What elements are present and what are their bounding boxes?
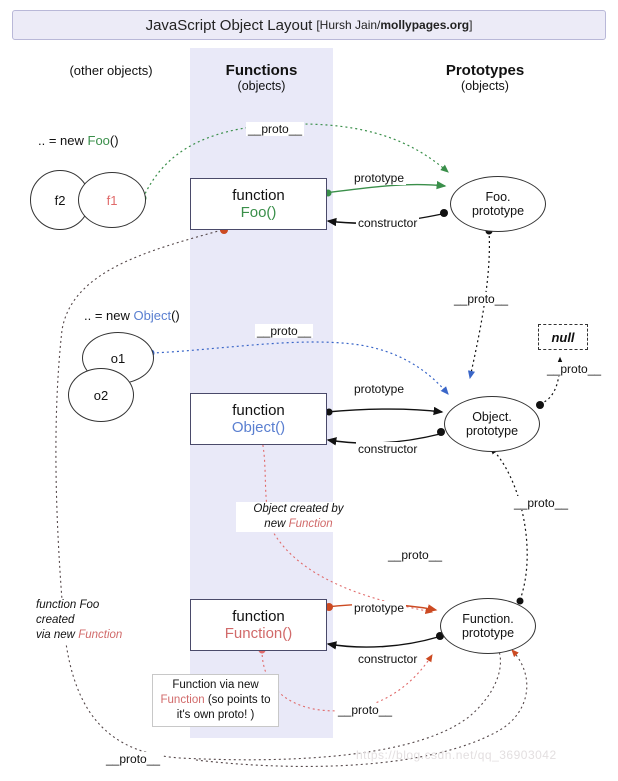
note-function-via-new: Function via new Function (so points to it's own proto! ): [152, 674, 279, 727]
edge-label-proto-null: __proto__: [547, 362, 602, 376]
edge-label-proto-fnproto-left: __proto__: [388, 548, 443, 562]
edge-label-proto-top: __proto__: [248, 122, 303, 136]
edge-label-prototype-foo: prototype: [354, 171, 405, 185]
column-heading-functions: Functions (objects): [225, 62, 298, 93]
function-box-object: function Object(): [190, 393, 327, 445]
column-heading-other-objects: (other objects): [69, 63, 153, 78]
new-foo-label: .. = new Foo(): [38, 133, 119, 148]
note-object-created: Object created by new Function: [236, 502, 361, 532]
function-box-function: function Function(): [190, 599, 327, 651]
object-node-f1: f1: [78, 172, 146, 228]
edge-label-proto-objproto-down: __proto__: [514, 496, 569, 510]
page-title-credit: [Hursh Jain/mollypages.org]: [316, 18, 473, 32]
function-box-foo: function Foo(): [190, 178, 327, 230]
edge-label-proto-bottom-left: __proto__: [106, 752, 161, 766]
edge-label-constructor-object: constructor: [358, 442, 418, 456]
note-foo-created: function Foo created via new Function: [36, 598, 146, 643]
column-heading-prototypes: Prototypes (objects): [445, 62, 525, 93]
watermark: https://blog.csdn.net/qq_36903042: [356, 748, 557, 762]
edge-label-proto-foo-to-object: __proto__: [454, 292, 509, 306]
new-object-label: .. = new Object(): [84, 308, 180, 323]
object-node-o1: o1: [82, 332, 154, 384]
object-node-o2: o2: [68, 368, 134, 422]
edge-label-proto-o1: __proto__: [257, 324, 312, 338]
object-node-f2: f2: [30, 170, 90, 230]
edge-label-constructor-foo: constructor: [358, 216, 418, 230]
prototype-node-function: Function. prototype: [440, 598, 536, 654]
null-node: null: [538, 324, 588, 350]
prototype-node-object: Object. prototype: [444, 396, 540, 452]
page-title-text: JavaScript Object Layout: [145, 16, 313, 34]
page-title: [12, 10, 606, 40]
edge-label-prototype-function: prototype: [354, 601, 405, 615]
edge-label-proto-bottom-function: __proto__: [338, 703, 393, 717]
prototype-node-foo: Foo. prototype: [450, 176, 546, 232]
edge-label-constructor-function: constructor: [358, 652, 418, 666]
edge-label-prototype-object: prototype: [354, 382, 405, 396]
